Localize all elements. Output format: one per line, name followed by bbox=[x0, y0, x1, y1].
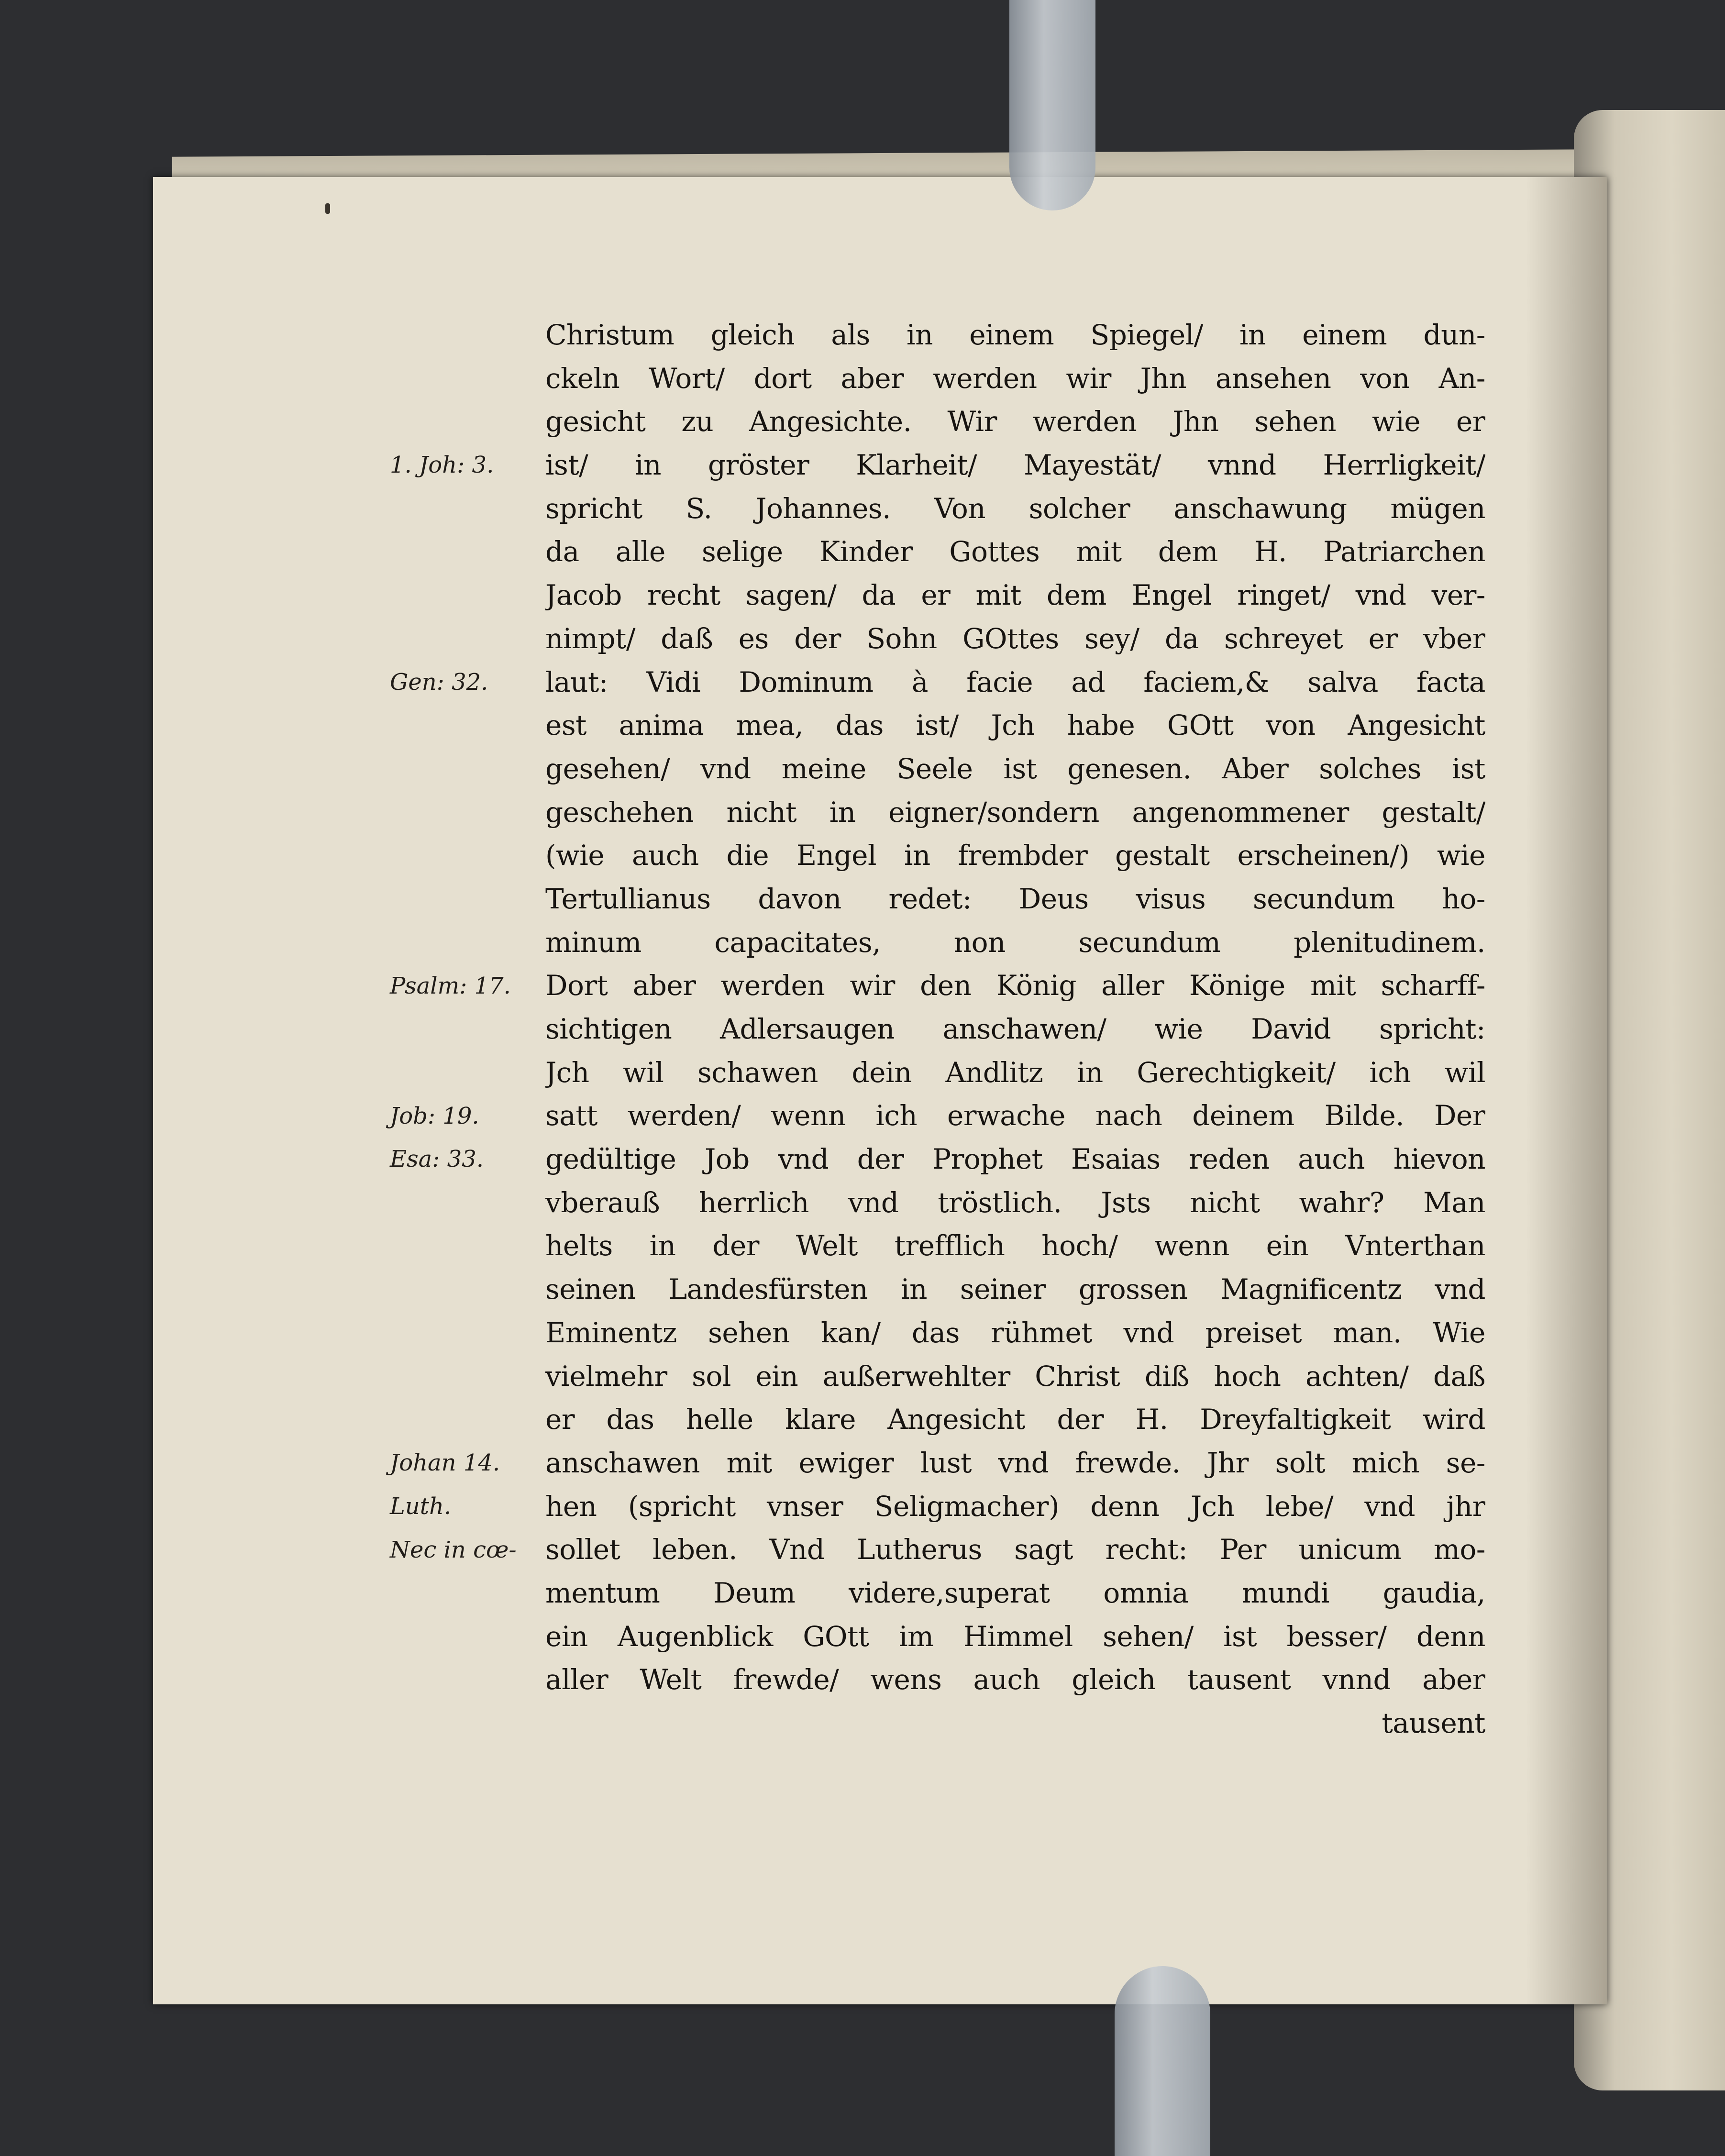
top-clamp bbox=[1009, 0, 1095, 210]
text-line: vielmehr sol ein außerwehlter Christ diß hoch achten/ daß bbox=[545, 1360, 1485, 1393]
text-line: spricht S. Johannes. Von solcher anschawung mügen bbox=[545, 492, 1485, 525]
text-line: (wie auch die Engel in frembder gestalt erscheinen/) wie bbox=[545, 839, 1485, 872]
text-line: minum capacitates, non secundum plenitudinem. bbox=[545, 926, 1485, 959]
text-line: geschehen nicht in eigner/sondern angenommener gestalt/ bbox=[545, 796, 1485, 829]
marginal-note: Psalm: 17. bbox=[390, 972, 511, 999]
text-line: laut: Vidi Dominum à facie ad faciem,& salva facta bbox=[545, 665, 1485, 698]
text-line: mentum Deum videre,superat omnia mundi gaudia, bbox=[545, 1576, 1485, 1609]
text-line: ein Augenblick GOtt im Himmel sehen/ ist besser/ denn bbox=[545, 1620, 1485, 1653]
ink-mark bbox=[325, 203, 330, 214]
text-line: tausent bbox=[1382, 1707, 1485, 1739]
text-line: aller Welt frewde/ wens auch gleich tausent vnnd aber bbox=[545, 1663, 1485, 1696]
marginal-note: Esa: 33. bbox=[390, 1146, 484, 1173]
bottom-clamp bbox=[1115, 1966, 1210, 2156]
text-line: hen (spricht vnser Seligmacher) denn Jch lebe/ vnd jhr bbox=[545, 1490, 1485, 1523]
text-line: est anima mea, das ist/ Jch habe GOtt von Angesicht bbox=[545, 709, 1485, 742]
text-line: da alle selige Kinder Gottes mit dem H. Patriarchen bbox=[545, 535, 1485, 568]
marginal-note: Nec in cœ- bbox=[390, 1536, 517, 1563]
text-line: gesehen/ vnd meine Seele ist genesen. Aber solches ist bbox=[545, 752, 1485, 785]
text-line: satt werden/ wenn ich erwache nach deinem Bilde. Der bbox=[545, 1099, 1485, 1132]
text-line: anschawen mit ewiger lust vnd frewde. Jhr solt mich se- bbox=[545, 1446, 1485, 1479]
marginal-note: Luth. bbox=[390, 1493, 452, 1520]
text-line: gesicht zu Angesichte. Wir werden Jhn sehen wie er bbox=[545, 405, 1485, 438]
text-line: Christum gleich als in einem Spiegel/ in einem dun- bbox=[545, 319, 1485, 351]
text-line: nimpt/ daß es der Sohn GOttes sey/ da schreyet er vber bbox=[545, 622, 1485, 655]
marginal-note: Johan 14. bbox=[390, 1449, 500, 1477]
text-line: Tertullianus davon redet: Deus visus secundum ho- bbox=[545, 882, 1485, 915]
gutter-shadow bbox=[1526, 177, 1607, 2004]
text-line: ckeln Wort/ dort aber werden wir Jhn ansehen von An- bbox=[545, 362, 1485, 395]
text-line: er das helle klare Angesicht der H. Dreyfaltigkeit wird bbox=[545, 1403, 1485, 1436]
text-line: sichtigen Adlersaugen anschawen/ wie David spricht: bbox=[545, 1013, 1485, 1045]
main-text-block bbox=[545, 313, 1485, 1745]
text-line: helts in der Welt trefflich hoch/ wenn ein Vnterthan bbox=[545, 1229, 1485, 1262]
text-line: Eminentz sehen kan/ das rühmet vnd preiset man. Wie bbox=[545, 1316, 1485, 1349]
text-line: Jacob recht sagen/ da er mit dem Engel ringet/ vnd ver- bbox=[545, 579, 1485, 612]
text-line: ist/ in gröster Klarheit/ Mayestät/ vnnd Herrligkeit/ bbox=[545, 449, 1485, 482]
text-line: Dort aber werden wir den König aller Könige mit scharff- bbox=[545, 969, 1485, 1002]
marginal-note: Gen: 32. bbox=[390, 668, 488, 696]
text-line: sollet leben. Vnd Lutherus sagt recht: Per unicum mo- bbox=[545, 1533, 1485, 1566]
text-line: gedültige Job vnd der Prophet Esaias reden auch hievon bbox=[545, 1143, 1485, 1176]
marginal-note: 1. Joh: 3. bbox=[390, 452, 494, 479]
text-line: seinen Landesfürsten in seiner grossen Magnificentz vnd bbox=[545, 1273, 1485, 1306]
text-line: vberauß herrlich vnd tröstlich. Jsts nicht wahr? Man bbox=[545, 1186, 1485, 1219]
marginal-note: Job: 19. bbox=[390, 1102, 479, 1129]
text-line: Jch wil schawen dein Andlitz in Gerechtigkeit/ ich wil bbox=[545, 1056, 1485, 1089]
